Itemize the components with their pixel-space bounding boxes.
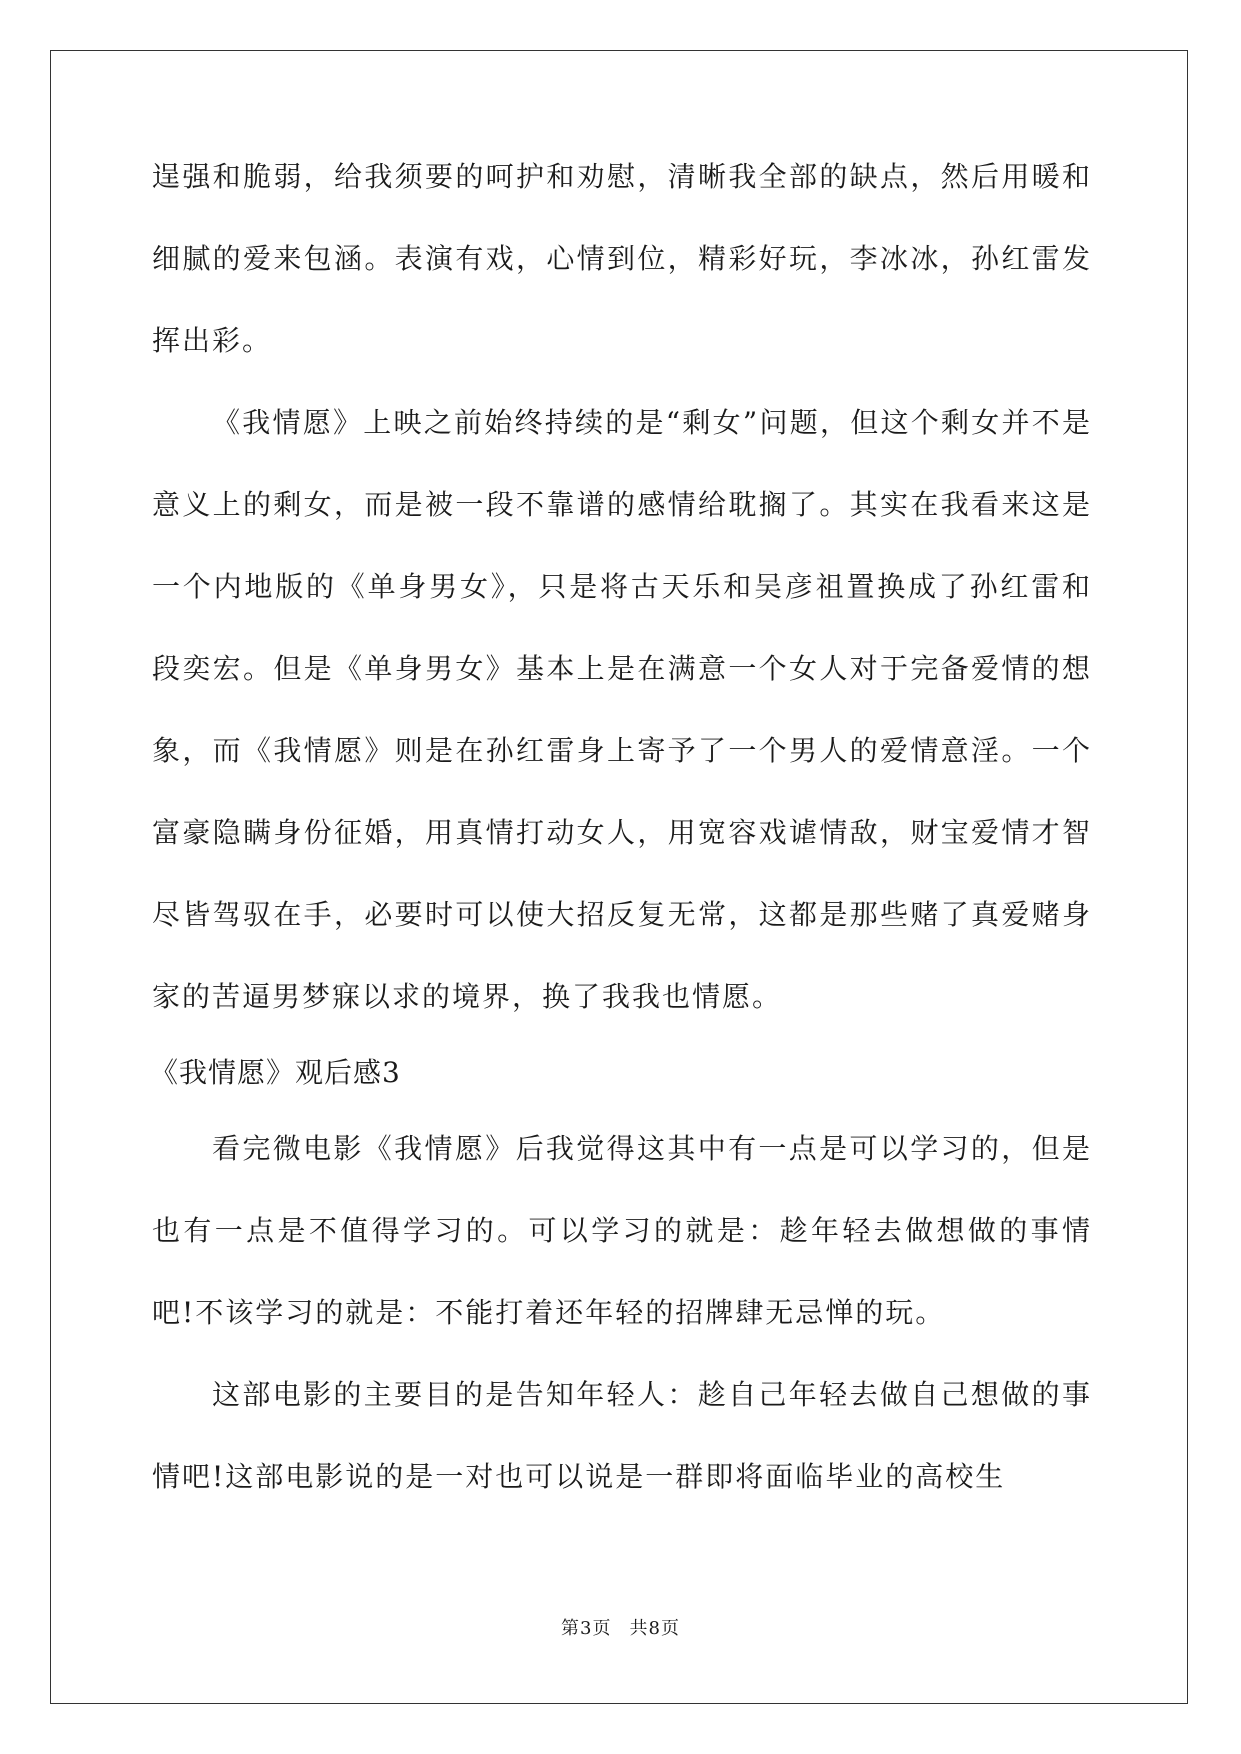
paragraph: 这部电影的主要目的是告知年轻人：趁自己年轻去做自己想做的事情吧!这部电影说的是一对也可以说是一群即将面临毕业的高校生	[152, 1378, 1092, 1493]
page-number: 第3页	[561, 1618, 612, 1639]
paragraph: 逞强和脆弱，给我须要的呵护和劝慰，清晰我全部的缺点，然后用暖和细腻的爱来包涵。表演有戏，心情到位，精彩好玩，李冰冰，孙红雷发挥出彩。	[152, 160, 1092, 357]
document-body	[152, 150, 1092, 1518]
paragraph: 《我情愿》上映之前始终持续的是“剩女”问题，但这个剩女并不是意义上的剩女，而是被一段不靠谱的感情给耽搁了。其实在我看来这是一个内地版的《单身男女》，只是将古天乐和吴彦祖置换成了孙红雷和段奕宏。但是《单身男女》基本上是在满意一个女人对于完备爱情的想象，而《我情愿》则是在孙红雷身上寄予了一个男人的爱情意淫。一个富豪隐瞒身份征婚，用真情打动女人，用宽容戏谑情敌，财宝爱情才智尽皆驾驭在手，必要时可以使大招反复无常，这都是那些赌了真爱赌身家的苦逼男梦寐以求的境界，换了我我也情愿。	[152, 406, 1092, 1013]
paragraph: 看完微电影《我情愿》后我觉得这其中有一点是可以学习的，但是也有一点是不值得学习的。可以学习的就是：趁年轻去做想做的事情吧!不该学习的就是：不能打着还年轻的招牌肆无忌惮的玩。	[152, 1132, 1092, 1329]
page-footer	[0, 1614, 1241, 1640]
section-heading: 《我情愿》观后感3	[150, 1056, 401, 1089]
page-total: 共8页	[629, 1618, 680, 1639]
